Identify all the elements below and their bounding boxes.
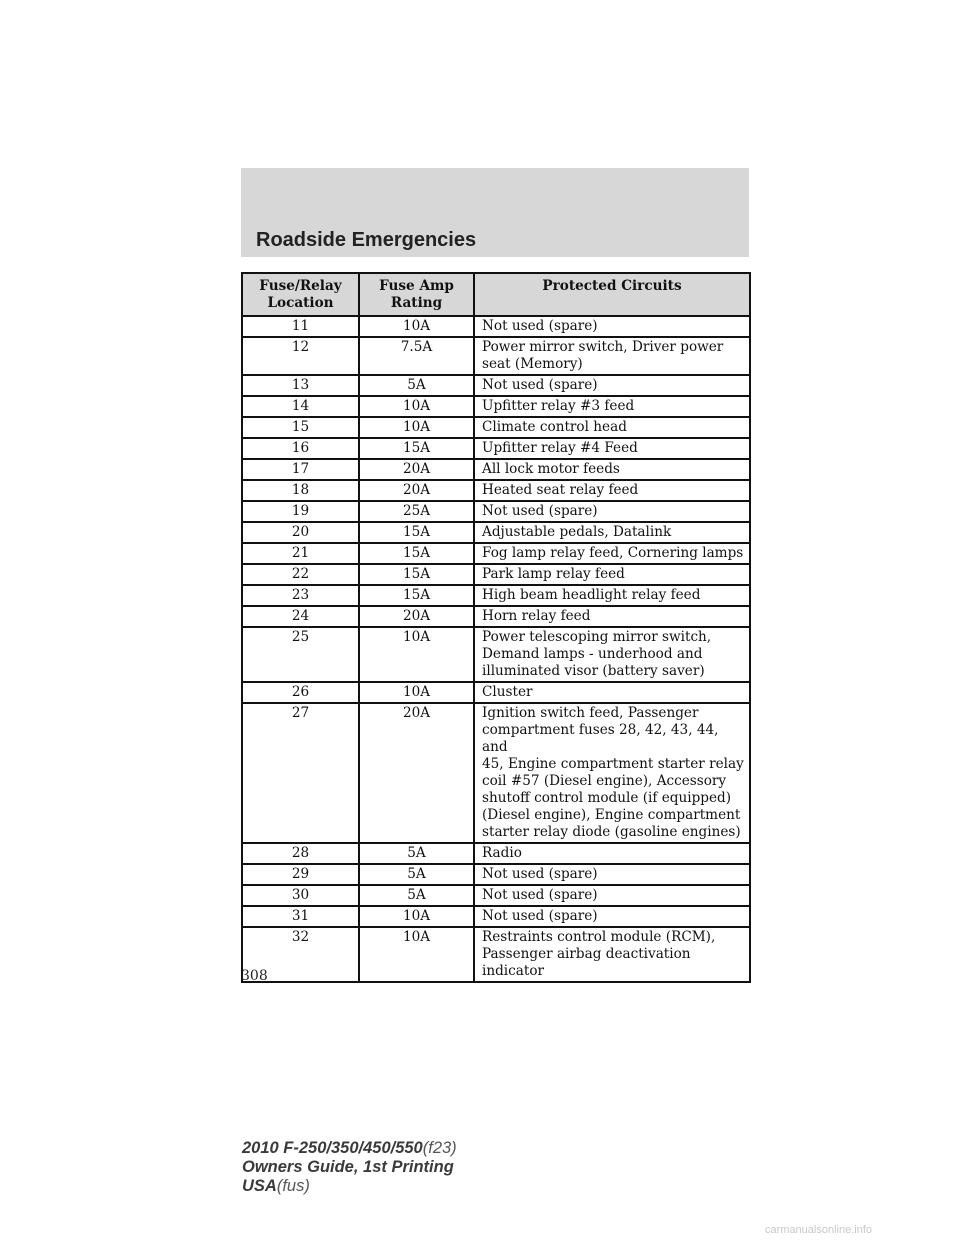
cell-circuits: Restraints control module (RCM), Passenger airbag deactivation indicator <box>474 927 750 982</box>
cell-location: 25 <box>242 627 359 682</box>
cell-rating: 10A <box>359 682 474 703</box>
cell-location: 14 <box>242 396 359 417</box>
cell-rating: 20A <box>359 606 474 627</box>
cell-location: 19 <box>242 501 359 522</box>
cell-rating: 10A <box>359 906 474 927</box>
cell-rating: 10A <box>359 417 474 438</box>
table-row <box>242 703 750 843</box>
table-row <box>242 480 750 501</box>
cell-circuits: Not used (spare) <box>474 501 750 522</box>
table-row <box>242 864 750 885</box>
cell-location: 17 <box>242 459 359 480</box>
table-row <box>242 337 750 375</box>
cell-location: 31 <box>242 906 359 927</box>
cell-rating: 20A <box>359 480 474 501</box>
table-row <box>242 906 750 927</box>
footer-line-1 <box>242 1139 457 1158</box>
cell-circuits: Not used (spare) <box>474 885 750 906</box>
cell-location: 12 <box>242 337 359 375</box>
page-number: 308 <box>241 968 268 984</box>
cell-rating: 20A <box>359 459 474 480</box>
column-header-location: Fuse/Relay Location <box>242 273 359 316</box>
table-row <box>242 543 750 564</box>
footer-line-3 <box>242 1177 457 1196</box>
cell-circuits: Park lamp relay feed <box>474 564 750 585</box>
footer-model-code: (f23) <box>422 1139 457 1157</box>
table-row <box>242 606 750 627</box>
cell-circuits: Radio <box>474 843 750 864</box>
cell-rating: 10A <box>359 627 474 682</box>
cell-rating: 10A <box>359 927 474 982</box>
cell-circuits: Upfitter relay #4 Feed <box>474 438 750 459</box>
cell-location: 22 <box>242 564 359 585</box>
cell-circuits: Fog lamp relay feed, Cornering lamps <box>474 543 750 564</box>
cell-rating: 15A <box>359 438 474 459</box>
table-row <box>242 438 750 459</box>
table-row <box>242 396 750 417</box>
cell-circuits: Not used (spare) <box>474 906 750 927</box>
cell-location: 20 <box>242 522 359 543</box>
cell-rating: 25A <box>359 501 474 522</box>
table-row <box>242 843 750 864</box>
table-row <box>242 375 750 396</box>
cell-circuits: High beam headlight relay feed <box>474 585 750 606</box>
cell-location: 26 <box>242 682 359 703</box>
fuse-table-body <box>242 316 750 982</box>
cell-location: 13 <box>242 375 359 396</box>
cell-rating: 15A <box>359 564 474 585</box>
cell-circuits: All lock motor feeds <box>474 459 750 480</box>
cell-rating: 10A <box>359 396 474 417</box>
cell-location: 23 <box>242 585 359 606</box>
cell-circuits: Not used (spare) <box>474 316 750 337</box>
table-header-row <box>242 273 750 316</box>
cell-rating: 7.5A <box>359 337 474 375</box>
footer-market: USA <box>242 1177 277 1195</box>
table-row <box>242 316 750 337</box>
cell-circuits: Horn relay feed <box>474 606 750 627</box>
cell-rating: 5A <box>359 885 474 906</box>
cell-location: 15 <box>242 417 359 438</box>
fuse-table <box>241 272 751 983</box>
cell-location: 16 <box>242 438 359 459</box>
cell-circuits: Not used (spare) <box>474 375 750 396</box>
footer-market-code: (fus) <box>276 1177 310 1195</box>
cell-rating: 5A <box>359 843 474 864</box>
cell-location: 32 <box>242 927 359 982</box>
table-row <box>242 459 750 480</box>
cell-rating: 15A <box>359 585 474 606</box>
cell-location: 30 <box>242 885 359 906</box>
cell-location: 21 <box>242 543 359 564</box>
cell-location: 28 <box>242 843 359 864</box>
table-row <box>242 585 750 606</box>
cell-circuits: Climate control head <box>474 417 750 438</box>
table-row <box>242 885 750 906</box>
cell-location: 29 <box>242 864 359 885</box>
cell-location: 27 <box>242 703 359 843</box>
cell-location: 18 <box>242 480 359 501</box>
watermark-text: carmanualsonline.info <box>765 1224 873 1236</box>
cell-circuits: Power telescoping mirror switch, Demand lamps - underhood and illuminated visor (battery saver) <box>474 627 750 682</box>
cell-rating: 15A <box>359 543 474 564</box>
cell-circuits: Cluster <box>474 682 750 703</box>
section-title: Roadside Emergencies <box>256 229 477 251</box>
cell-rating: 15A <box>359 522 474 543</box>
table-row <box>242 522 750 543</box>
column-header-circuits: Protected Circuits <box>474 273 750 316</box>
column-header-rating: Fuse Amp Rating <box>359 273 474 316</box>
cell-circuits: Power mirror switch, Driver power seat (Memory) <box>474 337 750 375</box>
cell-rating: 5A <box>359 864 474 885</box>
cell-circuits: Upfitter relay #3 feed <box>474 396 750 417</box>
cell-location: 11 <box>242 316 359 337</box>
footer-model: 2010 F-250/350/450/550 <box>242 1139 423 1157</box>
table-row <box>242 564 750 585</box>
table-row <box>242 417 750 438</box>
table-row <box>242 627 750 682</box>
footer-line-2: Owners Guide, 1st Printing <box>242 1158 454 1176</box>
cell-circuits: Not used (spare) <box>474 864 750 885</box>
cell-location: 24 <box>242 606 359 627</box>
cell-rating: 10A <box>359 316 474 337</box>
cell-circuits: Ignition switch feed, Passenger compartment fuses 28, 42, 43, 44, and 45, Engine compartment starter relay coil #57 (Diesel engine), Accessory shutoff control module (if equipped) (Diesel engine), Engine compartment starter relay diode (gasoline engines) <box>474 703 750 843</box>
cell-rating: 20A <box>359 703 474 843</box>
cell-circuits: Adjustable pedals, Datalink <box>474 522 750 543</box>
table-row <box>242 501 750 522</box>
table-row <box>242 927 750 982</box>
cell-circuits: Heated seat relay feed <box>474 480 750 501</box>
cell-rating: 5A <box>359 375 474 396</box>
footer-imprint <box>242 1139 457 1196</box>
table-row <box>242 682 750 703</box>
